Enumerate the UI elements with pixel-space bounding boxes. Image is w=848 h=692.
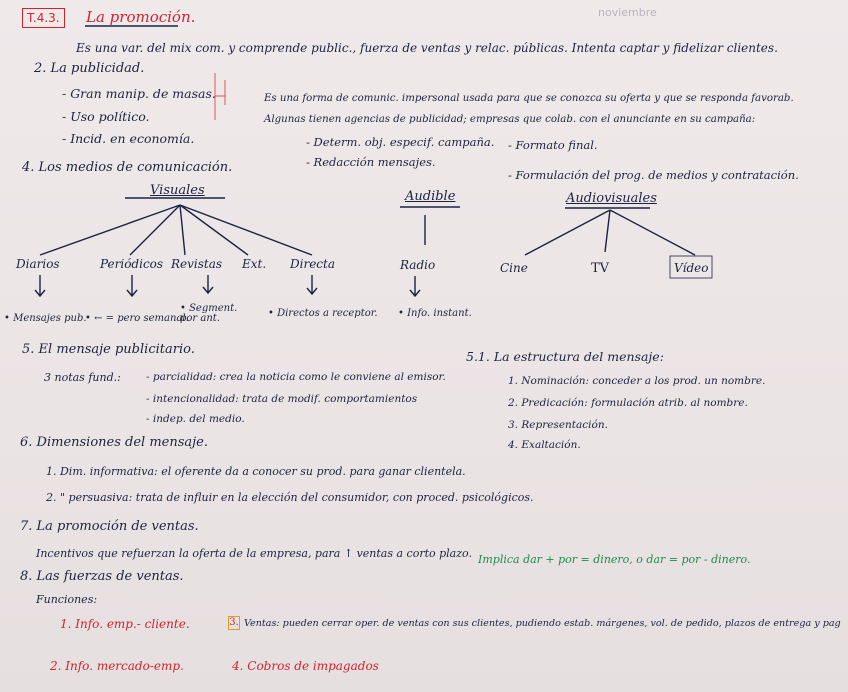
medium-directa: Directa	[290, 257, 335, 271]
s8-func-2: 2. Info. mercado-emp.	[50, 659, 184, 673]
s51-item-4: 4. Exaltación.	[508, 439, 581, 451]
s5-title: 5. El mensaje publicitario.	[22, 342, 195, 357]
s8-func-4: 4. Cobros de impagados	[232, 659, 379, 673]
note-segment: • Segment. por ant.	[180, 303, 238, 324]
s6-title: 6. Dimensiones del mensaje.	[20, 435, 209, 450]
medium-diarios: Diarios	[16, 257, 60, 271]
s2-bullet-1: - Gran manip. de masas.	[62, 86, 216, 101]
medium-revistas: Revistas	[171, 257, 223, 271]
s8-func-3-number: 3.	[229, 617, 239, 628]
note-semanal: • ← = pero semanal.	[85, 313, 189, 324]
s2-agencies: Algunas tienen agencias de publicidad; empresas que colab. con el anunciante en su campaña:	[264, 114, 756, 125]
note-info: • Info. instant.	[398, 308, 472, 319]
medium-tv: TV	[591, 261, 610, 276]
s8-func-1: 1. Info. emp.- cliente.	[60, 617, 190, 631]
margin-faint: noviembre	[598, 6, 657, 19]
s2-task-3: - Formato final.	[508, 138, 598, 152]
unit-label: T.4.3.	[22, 8, 65, 28]
s7-title: 7. La promoción de ventas.	[20, 519, 199, 534]
s2-definition: Es una forma de comunic. impersonal usada para que se conozca su oferta y que se responda favorab.	[264, 93, 794, 104]
s7-green-note: Implica dar + por = dinero, o dar = por - dinero.	[478, 553, 751, 566]
note-mensajes: • Mensajes pub.	[4, 313, 87, 324]
s6-item-1: 1. Dim. informativa: el oferente da a conocer su prod. para ganar clientela.	[46, 465, 466, 478]
s2-bullet-3: - Incid. en economía.	[62, 131, 195, 146]
medium-video: Vídeo	[674, 261, 709, 275]
s8-title: 8. Las fuerzas de ventas.	[20, 569, 184, 584]
group-audiovisuales: Audiovisuales	[566, 191, 657, 206]
medium-cine: Cine	[500, 261, 528, 275]
s5-note-1: - parcialidad: crea la noticia como le conviene al emisor.	[146, 371, 446, 383]
s5-note-3: - indep. del medio.	[146, 413, 245, 425]
group-audible: Audible	[405, 189, 456, 204]
group-visuales: Visuales	[150, 183, 205, 198]
s8-func-3: Ventas: pueden cerrar oper. de ventas con sus clientes, pudiendo estab. márgenes, vol. de pedido, plazos de entrega y pag	[244, 618, 841, 629]
medium-periodicos: Periódicos	[100, 257, 164, 271]
s2-title: 2. La publicidad.	[34, 61, 145, 76]
page-title: La promoción.	[86, 8, 196, 26]
s4-title: 4. Los medios de comunicación.	[22, 160, 233, 175]
s2-task-4: - Formulación del prog. de medios y contratación.	[508, 168, 799, 182]
medium-ext: Ext.	[242, 257, 267, 271]
s51-item-3: 3. Representación.	[508, 419, 608, 431]
s8-funciones: Funciones:	[36, 593, 98, 606]
s2-bullet-2: - Uso político.	[62, 109, 150, 124]
s5-lead: 3 notas fund.:	[44, 371, 121, 384]
s51-title: 5.1. La estructura del mensaje:	[466, 349, 664, 364]
s6-item-2: 2. " persuasiva: trata de influir en la elección del consumidor, con proced. psicológicos.	[46, 491, 534, 504]
s2-task-2: - Redacción mensajes.	[306, 155, 436, 169]
s51-item-1: 1. Nominación: conceder a los prod. un nombre.	[508, 375, 766, 387]
medium-radio: Radio	[400, 258, 436, 272]
s5-note-2: - intencionalidad: trata de modif. comportamientos	[146, 393, 418, 405]
intro-text: Es una var. del mix com. y comprende public., fuerza de ventas y relac. públicas. Intenta captar y fidelizar clientes.	[76, 41, 778, 55]
note-directos: • Directos a receptor.	[268, 308, 378, 319]
s51-item-2: 2. Predicación: formulación atrib. al nombre.	[508, 397, 748, 409]
s2-task-1: - Determ. obj. especif. campaña.	[306, 135, 495, 149]
s7-text: Incentivos que refuerzan la oferta de la empresa, para ↑ ventas a corto plazo.	[36, 547, 472, 560]
